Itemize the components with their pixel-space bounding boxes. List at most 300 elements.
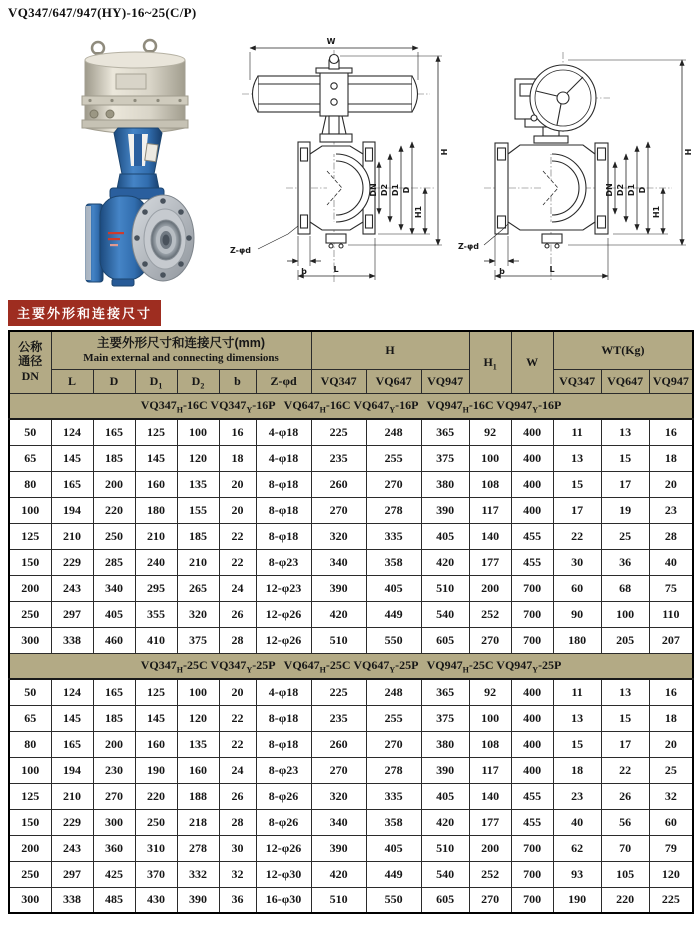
table-cell: 370 <box>135 861 177 887</box>
table-row <box>9 809 693 835</box>
table-cell: 210 <box>51 523 93 549</box>
table-cell: 400 <box>511 471 553 497</box>
table-cell: 188 <box>177 783 219 809</box>
table-cell: 117 <box>469 757 511 783</box>
table-cell: 22 <box>219 549 256 575</box>
table-cell: 250 <box>135 809 177 835</box>
table-cell: 20 <box>219 679 256 705</box>
dim-label-z-phi-d: Z-φd <box>458 242 479 251</box>
table-cell: 17 <box>553 497 601 523</box>
table-cell: 225 <box>311 419 366 445</box>
table-cell: 375 <box>177 627 219 653</box>
table-cell: 50 <box>9 419 51 445</box>
dimensions-table <box>8 330 694 914</box>
dim-label-b: b <box>499 267 505 276</box>
table-cell: 28 <box>219 809 256 835</box>
table-cell: 16 <box>219 419 256 445</box>
table-cell: 700 <box>511 601 553 627</box>
table-cell: 218 <box>177 809 219 835</box>
table-cell: 25 <box>601 523 649 549</box>
sub-header-row <box>9 369 693 393</box>
table-cell: 295 <box>135 575 177 601</box>
table-cell: 255 <box>366 705 421 731</box>
table-body <box>9 393 693 913</box>
table-cell: 230 <box>93 757 135 783</box>
col-header-h-vq947: VQ947 <box>421 369 469 393</box>
table-cell: 332 <box>177 861 219 887</box>
table-cell: 320 <box>177 601 219 627</box>
table-cell: 18 <box>553 757 601 783</box>
col-header-d2: $D_2$ <box>177 369 219 393</box>
table-cell: 12-φ30 <box>256 861 311 887</box>
table-row <box>9 523 693 549</box>
table-cell: 194 <box>51 497 93 523</box>
col-header-b: b <box>219 369 256 393</box>
table-cell: 20 <box>219 471 256 497</box>
col-header-wt-vq647: VQ647 <box>601 369 649 393</box>
table-cell: 375 <box>421 705 469 731</box>
table-cell: 145 <box>135 445 177 471</box>
table-cell: 210 <box>51 783 93 809</box>
table-cell: 28 <box>649 523 693 549</box>
table-cell: 207 <box>649 627 693 653</box>
table-cell: 510 <box>311 627 366 653</box>
series-header-label: $VQ347_H-25C$ $VQ347_Y-25P$ $VQ647_H-25C$ $VQ647_Y-25P$ $VQ947_H-25C$ $VQ947_Y-25P$ <box>9 653 693 679</box>
table-cell: 365 <box>421 419 469 445</box>
table-cell: 270 <box>469 627 511 653</box>
table-cell: 455 <box>511 549 553 575</box>
table-cell: 26 <box>219 601 256 627</box>
table-cell: 700 <box>511 887 553 913</box>
table-cell: 145 <box>51 445 93 471</box>
table-cell: 400 <box>511 731 553 757</box>
table-cell: 180 <box>553 627 601 653</box>
table-cell: 17 <box>601 731 649 757</box>
table-cell: 200 <box>9 575 51 601</box>
table-cell: 62 <box>553 835 601 861</box>
table-cell: 56 <box>601 809 649 835</box>
table-cell: 30 <box>219 835 256 861</box>
table-cell: 100 <box>469 705 511 731</box>
table-cell: 13 <box>553 705 601 731</box>
table-cell: 4-φ18 <box>256 679 311 705</box>
table-cell: 16 <box>649 419 693 445</box>
table-cell: 165 <box>51 731 93 757</box>
table-row <box>9 731 693 757</box>
table-cell: 270 <box>311 757 366 783</box>
table-cell: 358 <box>366 809 421 835</box>
table-cell: 36 <box>601 549 649 575</box>
dim-label-l: L <box>549 265 555 274</box>
table-cell: 338 <box>51 887 93 913</box>
table-cell: 177 <box>469 809 511 835</box>
table-cell: 300 <box>9 627 51 653</box>
table-cell: 250 <box>93 523 135 549</box>
table-cell: 400 <box>511 445 553 471</box>
table-cell: 177 <box>469 549 511 575</box>
table-cell: 13 <box>601 419 649 445</box>
table-cell: 405 <box>93 601 135 627</box>
table-cell: 243 <box>51 835 93 861</box>
table-cell: 145 <box>135 705 177 731</box>
table-cell: 390 <box>311 835 366 861</box>
table-cell: 550 <box>366 887 421 913</box>
table-row <box>9 445 693 471</box>
table-cell: 65 <box>9 705 51 731</box>
dim-label-d2: D2 <box>616 183 625 197</box>
table-cell: 700 <box>511 627 553 653</box>
table-cell: 430 <box>135 887 177 913</box>
table-cell: 60 <box>553 575 601 601</box>
table-cell: 210 <box>177 549 219 575</box>
handwheel-icon <box>530 65 596 131</box>
table-row <box>9 471 693 497</box>
table-cell: 8-φ23 <box>256 757 311 783</box>
actuator-yoke <box>114 128 162 174</box>
table-cell: 165 <box>51 471 93 497</box>
dim-label-h1: H1 <box>652 205 661 219</box>
table-cell: 700 <box>511 835 553 861</box>
table-cell: 15 <box>553 731 601 757</box>
table-cell: 8-φ26 <box>256 783 311 809</box>
table-cell: 105 <box>601 861 649 887</box>
table-cell: 420 <box>311 861 366 887</box>
table-cell: 140 <box>469 783 511 809</box>
table-cell: 20 <box>649 731 693 757</box>
col-header-h-group: H <box>311 331 469 369</box>
table-cell: 270 <box>366 471 421 497</box>
col-header-l: L <box>51 369 93 393</box>
table-cell: 22 <box>553 523 601 549</box>
table-cell: 400 <box>511 679 553 705</box>
pneumatic-valve-drawing <box>228 34 460 286</box>
table-cell: 278 <box>366 497 421 523</box>
table-cell: 8-φ18 <box>256 705 311 731</box>
electric-actuator <box>82 52 188 134</box>
table-cell: 300 <box>93 809 135 835</box>
table-cell: 200 <box>469 575 511 601</box>
table-cell: 455 <box>511 809 553 835</box>
table-cell: 120 <box>177 705 219 731</box>
table-cell: 120 <box>177 445 219 471</box>
table-cell: 125 <box>135 419 177 445</box>
table-cell: 340 <box>311 809 366 835</box>
table-cell: 185 <box>93 445 135 471</box>
col-header-wt-vq947: VQ947 <box>649 369 693 393</box>
table-cell: 50 <box>9 679 51 705</box>
table-row <box>9 627 693 653</box>
table-cell: 200 <box>469 835 511 861</box>
table-cell: 100 <box>9 497 51 523</box>
table-cell: 240 <box>135 549 177 575</box>
table-cell: 40 <box>553 809 601 835</box>
table-cell: 200 <box>93 731 135 757</box>
col-header-h-vq347: VQ347 <box>311 369 366 393</box>
table-cell: 25 <box>649 757 693 783</box>
table-cell: 380 <box>421 731 469 757</box>
table-row <box>9 549 693 575</box>
table-cell: 100 <box>177 679 219 705</box>
col-header-d: D <box>93 369 135 393</box>
col-header-d1: $D_1$ <box>135 369 177 393</box>
series-header-row <box>9 393 693 419</box>
table-cell: 4-φ18 <box>256 445 311 471</box>
table-cell: 220 <box>135 783 177 809</box>
table-cell: 20 <box>219 497 256 523</box>
table-cell: 190 <box>135 757 177 783</box>
table-cell: 410 <box>135 627 177 653</box>
table-cell: 297 <box>51 861 93 887</box>
table-cell: 270 <box>93 783 135 809</box>
dim-label-h1: H1 <box>414 205 423 219</box>
table-cell: 229 <box>51 809 93 835</box>
table-cell: 160 <box>177 757 219 783</box>
table-cell: 229 <box>51 549 93 575</box>
table-cell: 425 <box>93 861 135 887</box>
valve-body-photo <box>86 174 194 286</box>
dim-label-b: b <box>301 267 307 276</box>
table-cell: 200 <box>93 471 135 497</box>
table-cell: 24 <box>219 757 256 783</box>
table-cell: 355 <box>135 601 177 627</box>
table-row <box>9 497 693 523</box>
table-cell: 225 <box>649 887 693 913</box>
table-cell: 260 <box>311 471 366 497</box>
table-cell: 124 <box>51 679 93 705</box>
table-row <box>9 783 693 809</box>
table-cell: 700 <box>511 861 553 887</box>
table-cell: 250 <box>9 861 51 887</box>
table-cell: 449 <box>366 861 421 887</box>
table-cell: 365 <box>421 679 469 705</box>
series-header-label: $VQ347_H-16C$ $VQ347_Y-16P$ $VQ647_H-16C$ $VQ647_Y-16P$ $VQ947_H-16C$ $VQ947_Y-16P$ <box>9 393 693 419</box>
table-cell: 124 <box>51 419 93 445</box>
table-cell: 60 <box>649 809 693 835</box>
table-cell: 420 <box>311 601 366 627</box>
table-row <box>9 861 693 887</box>
table-cell: 36 <box>219 887 256 913</box>
gear-valve-drawing <box>458 34 698 286</box>
table-cell: 460 <box>93 627 135 653</box>
table-cell: 235 <box>311 705 366 731</box>
table-cell: 248 <box>366 679 421 705</box>
table-row <box>9 705 693 731</box>
table-cell: 320 <box>311 783 366 809</box>
table-cell: 194 <box>51 757 93 783</box>
table-cell: 155 <box>177 497 219 523</box>
valve-section-drawing <box>495 136 608 248</box>
valve-section-drawing <box>298 116 375 248</box>
table-cell: 340 <box>311 549 366 575</box>
table-cell: 12-φ26 <box>256 835 311 861</box>
table-cell: 75 <box>649 575 693 601</box>
table-cell: 405 <box>421 783 469 809</box>
table-cell: 540 <box>421 861 469 887</box>
table-cell: 220 <box>601 887 649 913</box>
table-cell: 420 <box>421 809 469 835</box>
table-cell: 405 <box>421 523 469 549</box>
table-cell: 700 <box>511 575 553 601</box>
table-cell: 185 <box>177 523 219 549</box>
table-cell: 110 <box>649 601 693 627</box>
table-cell: 12-φ23 <box>256 575 311 601</box>
table-cell: 270 <box>469 887 511 913</box>
table-cell: 270 <box>311 497 366 523</box>
table-cell: 278 <box>366 757 421 783</box>
table-cell: 15 <box>553 471 601 497</box>
table-cell: 26 <box>601 783 649 809</box>
table-cell: 510 <box>421 575 469 601</box>
table-cell: 8-φ18 <box>256 471 311 497</box>
table-cell: 360 <box>93 835 135 861</box>
table-row <box>9 601 693 627</box>
table-cell: 120 <box>649 861 693 887</box>
table-cell: 100 <box>469 445 511 471</box>
col-header-wt-vq347: VQ347 <box>553 369 601 393</box>
table-row <box>9 887 693 913</box>
table-cell: 150 <box>9 549 51 575</box>
col-header-main-dimensions: 主要外形尺寸和连接尺寸(mm) Main external and connecting dimensions <box>51 331 311 369</box>
table-cell: 90 <box>553 601 601 627</box>
table-cell: 340 <box>93 575 135 601</box>
table-cell: 485 <box>93 887 135 913</box>
col-header-dn: 公称 通径 DN <box>9 331 51 393</box>
col-header-w: W <box>511 331 553 393</box>
product-photo <box>50 36 220 288</box>
table-cell: 605 <box>421 627 469 653</box>
table-cell: 100 <box>601 601 649 627</box>
table-cell: 252 <box>469 601 511 627</box>
col-header-wt-group: WT(Kg) <box>553 331 693 369</box>
table-cell: 23 <box>649 497 693 523</box>
table-cell: 22 <box>219 523 256 549</box>
table-cell: 16 <box>649 679 693 705</box>
table-cell: 30 <box>553 549 601 575</box>
dim-label-d1: D1 <box>391 183 400 197</box>
table-cell: 135 <box>177 731 219 757</box>
table-cell: 23 <box>553 783 601 809</box>
dim-label-l: L <box>333 265 339 274</box>
col-header-z-phi-d: Z-φd <box>256 369 311 393</box>
table-cell: 250 <box>9 601 51 627</box>
pneumatic-actuator-drawing <box>253 55 418 117</box>
table-cell: 19 <box>601 497 649 523</box>
table-cell: 210 <box>135 523 177 549</box>
col-header-h1: $H_1$ <box>469 331 511 393</box>
dim-label-d: D <box>638 186 647 194</box>
table-cell: 390 <box>421 497 469 523</box>
table-cell: 26 <box>219 783 256 809</box>
table-cell: 278 <box>177 835 219 861</box>
table-cell: 140 <box>469 523 511 549</box>
table-cell: 297 <box>51 601 93 627</box>
table-cell: 455 <box>511 783 553 809</box>
table-cell: 15 <box>601 445 649 471</box>
table-cell: 79 <box>649 835 693 861</box>
table-cell: 32 <box>219 861 256 887</box>
dim-label-d: D <box>402 186 411 194</box>
table-cell: 12-φ26 <box>256 627 311 653</box>
dim-label-d2: D2 <box>380 183 389 197</box>
table-cell: 92 <box>469 419 511 445</box>
table-cell: 285 <box>93 549 135 575</box>
table-cell: 160 <box>135 731 177 757</box>
table-cell: 24 <box>219 575 256 601</box>
table-cell: 40 <box>649 549 693 575</box>
dim-label-h: H <box>440 148 449 156</box>
table-header <box>9 331 693 393</box>
table-cell: 400 <box>511 497 553 523</box>
table-cell: 68 <box>601 575 649 601</box>
table-cell: 13 <box>553 445 601 471</box>
dim-label-d1: D1 <box>627 183 636 197</box>
table-cell: 225 <box>311 679 366 705</box>
table-cell: 8-φ18 <box>256 731 311 757</box>
table-row <box>9 835 693 861</box>
table-cell: 260 <box>311 731 366 757</box>
table-cell: 8-φ23 <box>256 549 311 575</box>
table-cell: 92 <box>469 679 511 705</box>
page-title: VQ347/647/947(HY)-16~25(C/P) <box>8 5 197 20</box>
table-cell: 235 <box>311 445 366 471</box>
table-cell: 358 <box>366 549 421 575</box>
table-cell: 22 <box>601 757 649 783</box>
table-cell: 335 <box>366 783 421 809</box>
table-cell: 18 <box>649 705 693 731</box>
table-cell: 135 <box>177 471 219 497</box>
table-cell: 405 <box>366 835 421 861</box>
table-cell: 380 <box>421 471 469 497</box>
section-banner: 主要外形和连接尺寸 <box>8 300 161 326</box>
col-header-h-vq647: VQ647 <box>366 369 421 393</box>
table-cell: 200 <box>9 835 51 861</box>
dim-label-dn: DN <box>369 183 378 197</box>
table-cell: 80 <box>9 731 51 757</box>
table-cell: 338 <box>51 627 93 653</box>
table-cell: 93 <box>553 861 601 887</box>
table-cell: 108 <box>469 471 511 497</box>
table-row <box>9 757 693 783</box>
table-cell: 405 <box>366 575 421 601</box>
dim-label-dn: DN <box>605 183 614 197</box>
table-cell: 400 <box>511 705 553 731</box>
table-cell: 220 <box>93 497 135 523</box>
table-cell: 32 <box>649 783 693 809</box>
table-cell: 4-φ18 <box>256 419 311 445</box>
table-cell: 8-φ26 <box>256 809 311 835</box>
table-cell: 270 <box>366 731 421 757</box>
dim-label-h: H <box>684 148 693 156</box>
table-cell: 455 <box>511 523 553 549</box>
table-cell: 265 <box>177 575 219 601</box>
table-cell: 320 <box>311 523 366 549</box>
table-cell: 108 <box>469 731 511 757</box>
table-cell: 145 <box>51 705 93 731</box>
table-cell: 100 <box>9 757 51 783</box>
dim-label-z-phi-d: Z-φd <box>230 246 251 255</box>
table-cell: 205 <box>601 627 649 653</box>
table-cell: 390 <box>177 887 219 913</box>
table-cell: 185 <box>93 705 135 731</box>
table-cell: 540 <box>421 601 469 627</box>
table-cell: 11 <box>553 679 601 705</box>
table-cell: 605 <box>421 887 469 913</box>
table-cell: 8-φ18 <box>256 523 311 549</box>
table-cell: 100 <box>177 419 219 445</box>
table-cell: 11 <box>553 419 601 445</box>
table-cell: 22 <box>219 731 256 757</box>
table-cell: 180 <box>135 497 177 523</box>
